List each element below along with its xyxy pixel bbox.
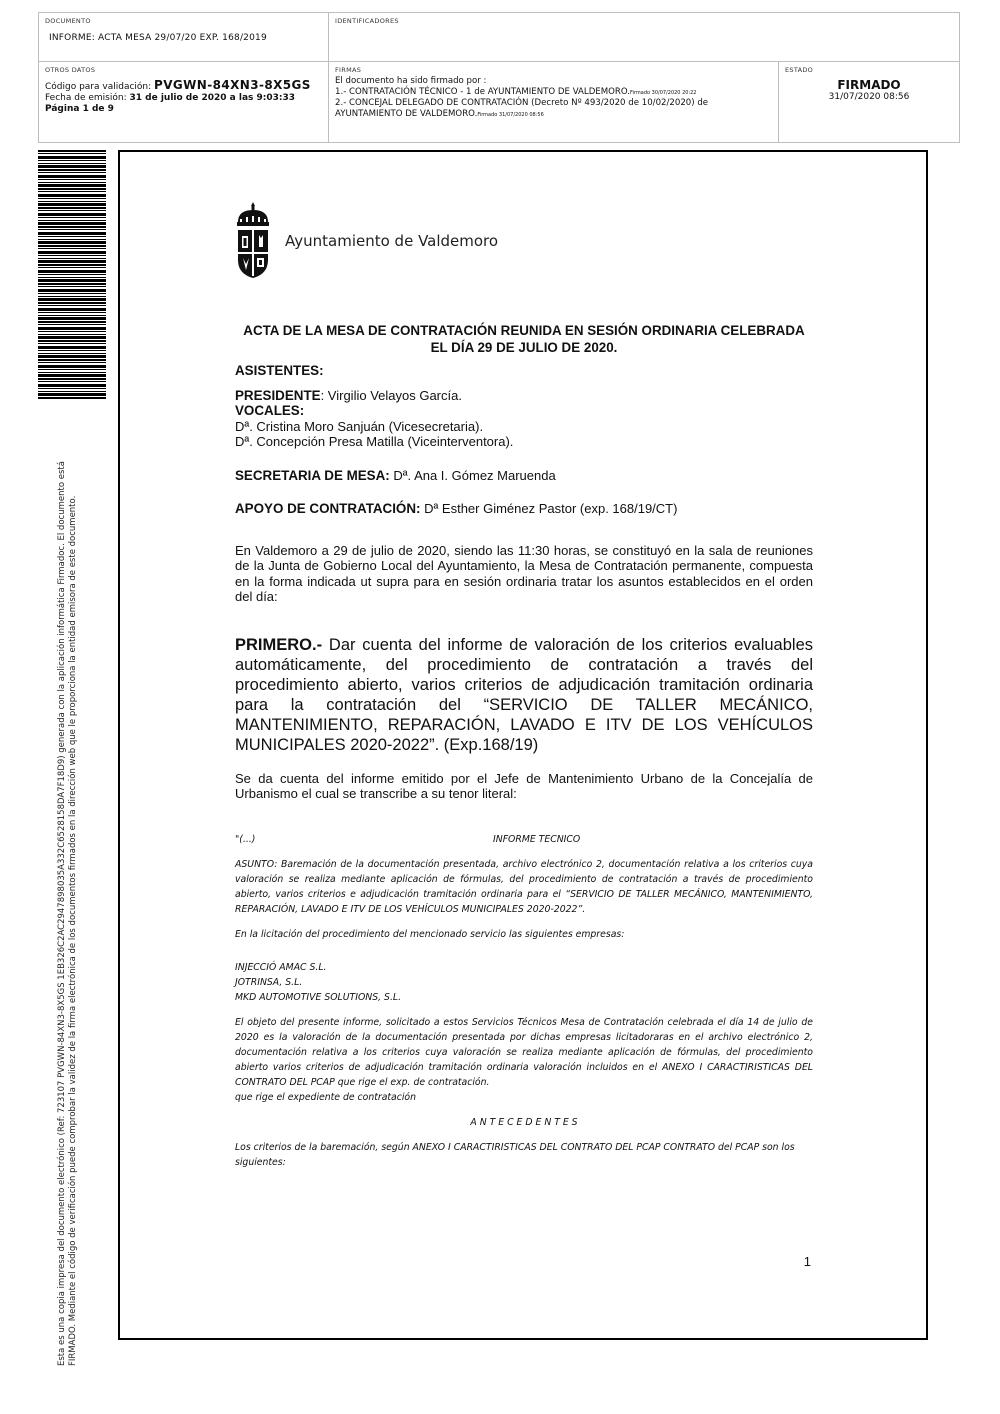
estado-value: FIRMADO	[837, 78, 901, 92]
coat-of-arms-icon	[235, 200, 271, 282]
objeto: El objeto del presente informe, solicitado a estos Servicios Técnicos Mesa de Contratación celebrada el día 14 de julio de 2020 es la valoración de la documentación presentada por dichas empresas licitadoraras en el archivo electrónico 2, documentación relativa a los criterios cuya valoración se realiza mediante aplicación de fórmulas, del procedimiento abierto varios criterios de adjudicación tramitación ordinaria valoración incluidos en el ANEXO I CARACTIRISTICAS DEL CONTRATO DEL PCAP que rige el exp. de contratación.	[235, 1016, 813, 1088]
document-body	[235, 363, 813, 1170]
secretaria-label: SECRETARIA DE MESA:	[235, 467, 390, 483]
asistentes-heading: ASISTENTES:	[235, 363, 324, 378]
quote-open: "(...)	[235, 833, 256, 845]
primero-text: Dar cuenta del informe de valoración de los criterios evaluables automáticamente, del procedimiento de contratación a través del procedimiento abierto, varios criterios de adjudicación tramitación ordinaria para la contratación del “SERVICIO DE TALLER MECÁNICO, MANTENIMIENTO, REPARACIÓN, LAVADO E ITV DE LOS VEHÍCULOS MUNICIPALES 2020-2022”. (Exp.168/19)	[235, 635, 813, 754]
vocal-2: Dª. Concepción Presa Matilla (Viceinterventora).	[235, 434, 514, 449]
intro-paragraph: En Valdemoro a 29 de julio de 2020, siendo las 11:30 horas, se constituyó en la sala de reuniones de la Junta de Gobierno Local del Ayuntamiento, la Mesa de Contratación permanente, compuesta en la forma indicada ut supra para en sesión ordinaria tratar los asuntos establecidos en el orden del día:	[235, 542, 813, 604]
firma-2: 2.- CONCEJAL DELEGADO DE CONTRATACIÓN (Decreto Nº 493/2020 de 10/02/2020) de AYUNTAMIENTO DE VALDEMORO.Firmado 31/07/2020 08:56	[335, 98, 709, 119]
page-count: Página 1 de 9	[45, 104, 114, 114]
side-verification-text: Esta es una copia impresa del documento electrónico (Ref: 723107 PVGWN-84XN3-8X5GS 1EB326C2AC2947898035A332C6528158DA7F18D9) generada con la aplicación informática Firmadoc. El documento está FIRMADO. Mediante el código de verificación puede comprobar la validez de la firma electrónica de los documentos firmados en la dirección web que le proporciona la entidad emisora de este documento.	[57, 461, 78, 1366]
validation-code[interactable]: PVGWN-84XN3-8X5GS	[154, 78, 311, 92]
municipal-logo	[235, 200, 498, 282]
informe-heading: INFORME TECNICO	[493, 833, 581, 845]
firmas-intro: El documento ha sido firmado por :	[335, 76, 487, 86]
emision-value: 31 de julio de 2020 a las 9:03:33	[129, 93, 296, 103]
vocal-1: Dª. Cristina Moro Sanjuán (Vicesecretaria).	[235, 418, 484, 434]
presidente-value: : Virgilio Velayos García.	[320, 387, 462, 403]
barcode	[38, 150, 106, 400]
asunto: ASUNTO: Baremación de la documentación presentada, archivo electrónico 2, documentación relativa a los criterios cuya valoración se realiza mediante aplicación de fórmulas, del procedimiento de contratación a través de procedimiento abierto, varios criterios e adjudicación tramitación ordinaria para el “SERVICIO DE TALLER MECÁNICO, MANTENIMIENTO, REPARACIÓN, LAVADO E ITV DE LOS VEHÍCULOS MUNICIPALES 2020-2022”.	[235, 858, 813, 915]
firmas-label: FIRMAS	[335, 66, 362, 74]
apoyo-value: Dª Esther Giménez Pastor (exp. 168/19/CT)	[420, 501, 678, 516]
informe-tecnico	[235, 832, 813, 1170]
apoyo-label: APOYO DE CONTRATACIÓN:	[235, 501, 421, 516]
empresa-1: INJECCIÓ AMAC S.L.	[235, 961, 327, 973]
secretaria-value: Dª. Ana I. Gómez Maruenda	[389, 467, 556, 483]
documento-value: INFORME: ACTA MESA 29/07/20 EXP. 168/2019	[49, 33, 267, 43]
primero-label: PRIMERO.-	[235, 635, 323, 654]
document-title: ACTA DE LA MESA DE CONTRATACIÓN REUNIDA EN SESIÓN ORDINARIA CELEBRADA EL DÍA 29 DE JULIO DE 2020.	[243, 323, 805, 355]
identificadores-label: IDENTIFICADORES	[335, 17, 399, 25]
objeto-tail: que rige el expediente de contratación	[235, 1091, 417, 1103]
otros-datos-cell	[39, 62, 329, 142]
document-header	[38, 12, 960, 143]
firmas-cell	[329, 62, 779, 142]
municipality-name: Ayuntamiento de Valdemoro	[285, 232, 499, 250]
identificadores-cell	[329, 13, 959, 61]
estado-cell	[779, 62, 959, 142]
empresa-2: JOTRINSA, S.L.	[235, 976, 303, 988]
licitacion: En la licitación del procedimiento del mencionado servicio las siguientes empresas:	[235, 928, 625, 940]
document-page	[118, 150, 928, 1340]
antecedentes-heading: A N T E C E D E N T E S	[470, 1116, 578, 1128]
criterios: Los criterios de la baremación, según ANEXO I CARACTIRISTICAS DEL CONTRATO DEL PCAP CONTRATO del PCAP son los siguientes:	[235, 1141, 795, 1168]
codigo-prefix: Código para validación:	[45, 82, 152, 92]
page-number: 1	[803, 1254, 811, 1269]
otros-datos-label: OTROS DATOS	[45, 66, 96, 74]
se-da-cuenta: Se da cuenta del informe emitido por el Jefe de Mantenimiento Urbano de la Concejalía de Urbanismo el cual se transcribe a su tenor literal:	[235, 770, 813, 801]
presidente-label: PRESIDENTE	[235, 387, 321, 403]
empresa-3: MKD AUTOMOTIVE SOLUTIONS, S.L.	[235, 991, 402, 1003]
documento-label: DOCUMENTO	[45, 17, 91, 25]
emision-prefix: Fecha de emisión:	[45, 93, 127, 103]
estado-label: ESTADO	[785, 66, 814, 74]
documento-cell	[39, 13, 329, 61]
vocales-label: VOCALES:	[235, 403, 305, 418]
estado-date: 31/07/2020 08:56	[828, 92, 910, 102]
firma-1: 1.- CONTRATACIÓN TÉCNICO - 1 de AYUNTAMIENTO DE VALDEMORO.Firmado 30/07/2020 20:22	[335, 86, 697, 97]
